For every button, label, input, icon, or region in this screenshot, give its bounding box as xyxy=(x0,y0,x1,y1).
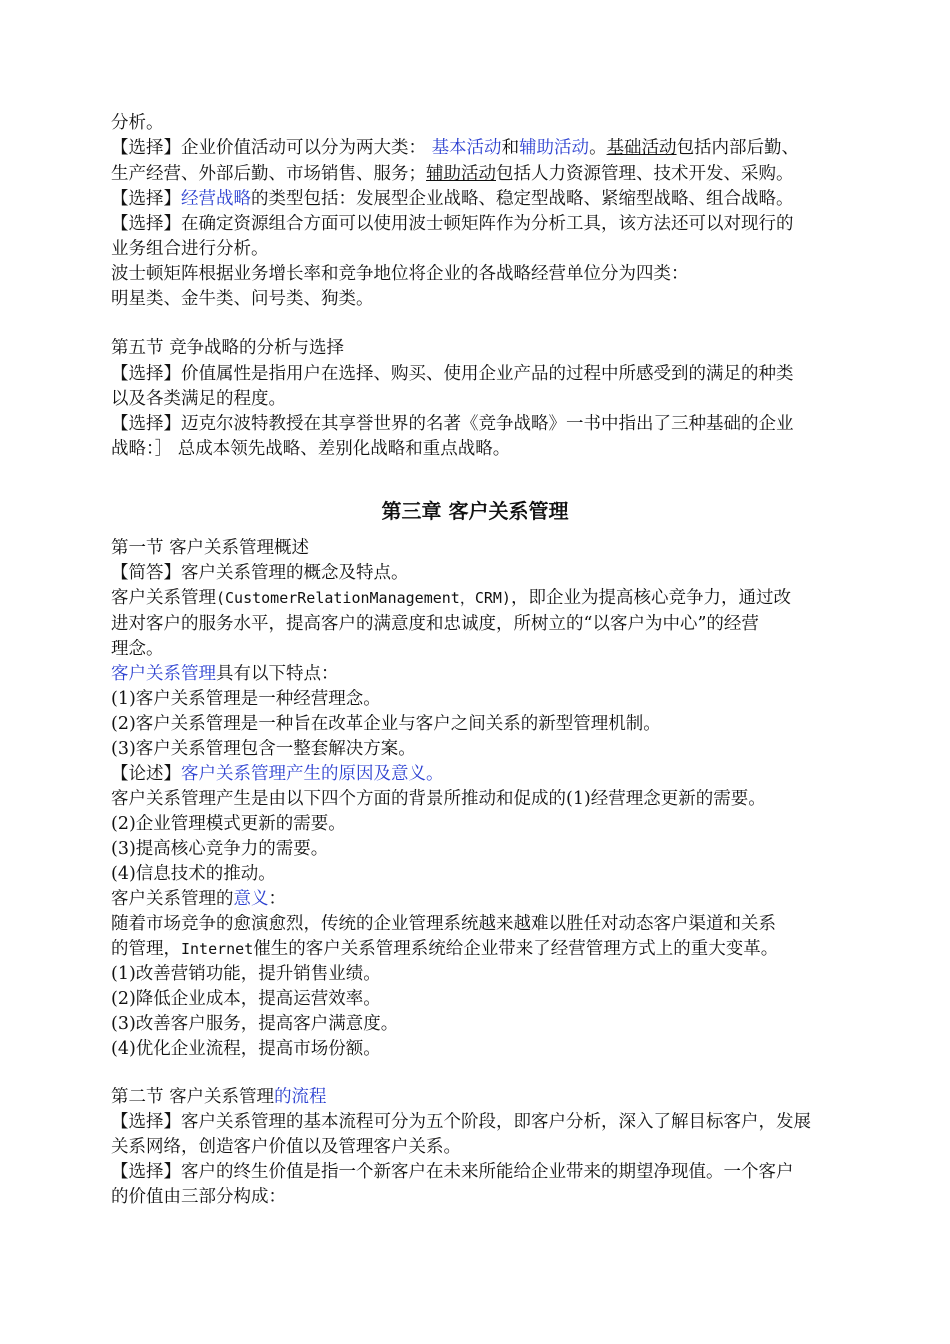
text-line xyxy=(111,1037,841,1062)
text-run: (2)降低企业成本，提高运营效率。 xyxy=(111,989,381,1009)
text-run: 【选择】价值属性是指用户在选择、购买、使用企业产品的过程中所感受到的满足的种类 xyxy=(111,364,794,384)
text-run: 【选择】 xyxy=(111,189,181,209)
text-run: 的类型包括：发展型企业战略、稳定型战略、紧缩型战略、组合战略。 xyxy=(251,189,794,209)
text-run: (CustomerRelationManagement，CRM) xyxy=(216,589,511,607)
text-run: (2)客户关系管理是一种旨在改革企业与客户之间关系的新型管理机制。 xyxy=(111,714,661,734)
text-run: 第一节 客户关系管理概述 xyxy=(111,538,310,558)
text-run: (3)提高核心竞争力的需要。 xyxy=(111,839,329,859)
text-run: 生产经营、外部后勤、市场销售、服务； xyxy=(111,164,426,184)
text-line xyxy=(111,862,841,887)
link-text[interactable]: 客户关系管理 xyxy=(111,664,216,684)
text-line xyxy=(111,712,841,737)
underlined-text: 基础活动 xyxy=(606,138,677,158)
link-text[interactable]: 客户关系管理产生的原因及意义。 xyxy=(181,764,444,784)
text-line xyxy=(111,1085,841,1110)
text-run: 【选择】企业价值活动可以分为两大类： xyxy=(111,138,432,158)
text-line xyxy=(111,136,841,161)
text-run: 理念。 xyxy=(111,639,164,659)
text-run: 的管理， xyxy=(111,939,181,959)
link-text[interactable]: 的流程 xyxy=(274,1087,327,1107)
text-run: 关系网络，创造客户价值以及管理客户关系。 xyxy=(111,1137,461,1157)
underlined-text: 辅助活动 xyxy=(426,164,496,184)
text-run: (3)改善客户服务，提高客户满意度。 xyxy=(111,1014,399,1034)
text-line xyxy=(111,1135,841,1160)
text-run: 。 xyxy=(589,138,607,158)
text-run: 明星类、金牛类、问号类、狗类。 xyxy=(111,289,374,309)
text-line xyxy=(111,536,841,561)
text-run: 【选择】客户的终生价值是指一个新客户在未来所能给企业带来的期望净现值。一个客户 xyxy=(111,1162,794,1182)
text-run: (4)优化企业流程，提高市场份额。 xyxy=(111,1039,381,1059)
chapter-title: 第三章 客户关系管理 xyxy=(381,499,569,523)
text-run: 业务组合进行分析。 xyxy=(111,239,269,259)
text-run: 战略：］ 总成本领先战略、差别化战略和重点战略。 xyxy=(111,439,511,459)
text-line xyxy=(111,787,841,812)
text-line xyxy=(111,1110,841,1135)
text-run: 【论述】 xyxy=(111,764,181,784)
text-line xyxy=(111,336,841,361)
text-line xyxy=(111,262,841,287)
text-line xyxy=(111,287,841,312)
text-line xyxy=(111,612,841,637)
text-run: 客户关系管理产生是由以下四个方面的背景所推动和促成的(1)经营理念更新的需要。 xyxy=(111,789,766,809)
text-run: 分析。 xyxy=(111,113,164,133)
text-line xyxy=(111,687,841,712)
text-run: 具有以下特点： xyxy=(216,664,339,684)
text-run: ： xyxy=(268,889,286,909)
text-line xyxy=(111,912,841,937)
text-run: 【选择】客户关系管理的基本流程可分为五个阶段，即客户分析，深入了解目标客户，发展 xyxy=(111,1112,811,1132)
text-line xyxy=(111,1012,841,1037)
text-line xyxy=(111,561,841,586)
text-line xyxy=(111,987,841,1012)
text-run: (2)企业管理模式更新的需要。 xyxy=(111,814,346,834)
text-line xyxy=(111,637,841,662)
text-line xyxy=(111,162,841,187)
text-line xyxy=(111,837,841,862)
text-run: 催生的客户关系管理系统给企业带来了经营管理方式上的重大变革。 xyxy=(253,939,779,959)
text-line xyxy=(111,737,841,762)
text-run: 【选择】迈克尔波特教授在其享誉世界的名著《竞争战略》一书中指出了三种基础的企业 xyxy=(111,414,794,434)
text-run: (4)信息技术的推动。 xyxy=(111,864,276,884)
text-run: 的价值由三部分构成： xyxy=(111,1187,286,1207)
text-run: 第五节 竞争战略的分析与选择 xyxy=(111,338,345,358)
text-line xyxy=(111,937,841,962)
text-run: 包括人力资源管理、技术开发、采购。 xyxy=(496,164,794,184)
text-line xyxy=(111,1185,841,1210)
text-run: 波士顿矩阵根据业务增长率和竞争地位将企业的各战略经营单位分为四类： xyxy=(111,264,689,284)
text-line xyxy=(111,586,841,611)
text-line xyxy=(111,412,841,437)
text-run: Internet xyxy=(181,940,254,958)
text-line xyxy=(111,962,841,987)
text-line xyxy=(111,111,841,136)
text-line xyxy=(111,1160,841,1185)
text-run: 【选择】在确定资源组合方面可以使用波士顿矩阵作为分析工具，该方法还可以对现行的 xyxy=(111,214,794,234)
text-run: 客户关系管理的 xyxy=(111,889,234,909)
text-run: 和 xyxy=(501,138,520,158)
text-run: 包括内部后勤、 xyxy=(676,138,800,158)
text-run: (1)客户关系管理是一种经营理念。 xyxy=(111,689,381,709)
text-line xyxy=(111,437,841,462)
link-text[interactable]: 经营战略 xyxy=(181,189,251,209)
text-line xyxy=(111,887,841,912)
text-line xyxy=(111,662,841,687)
link-text[interactable]: 意义 xyxy=(233,889,269,909)
text-line xyxy=(111,237,841,262)
text-line xyxy=(111,362,841,387)
text-run: 客户关系管理 xyxy=(111,588,216,608)
text-line xyxy=(111,212,841,237)
text-run: (3)客户关系管理包含一整套解决方案。 xyxy=(111,739,416,759)
text-run: ，即企业为提高核心竞争力，通过改 xyxy=(510,588,791,608)
text-run: (1)改善营销功能，提升销售业绩。 xyxy=(111,964,381,984)
text-run: 以及各类满足的程度。 xyxy=(111,389,286,409)
text-run: 进对客户的服务水平，提高客户的满意度和忠诚度，所树立的“以客户为中心”的经营 xyxy=(111,614,759,634)
text-line xyxy=(111,187,841,212)
link-text[interactable]: 辅助活动 xyxy=(519,138,590,158)
text-line xyxy=(111,387,841,412)
link-text[interactable]: 基本活动 xyxy=(431,138,502,158)
text-line xyxy=(111,762,841,787)
text-run: 【简答】客户关系管理的概念及特点。 xyxy=(111,563,409,583)
text-run: 第二节 客户关系管理 xyxy=(111,1087,275,1107)
text-run: 随着市场竞争的愈演愈烈，传统的企业管理系统越来越难以胜任对动态客户渠道和关系 xyxy=(111,914,776,934)
text-line xyxy=(111,812,841,837)
